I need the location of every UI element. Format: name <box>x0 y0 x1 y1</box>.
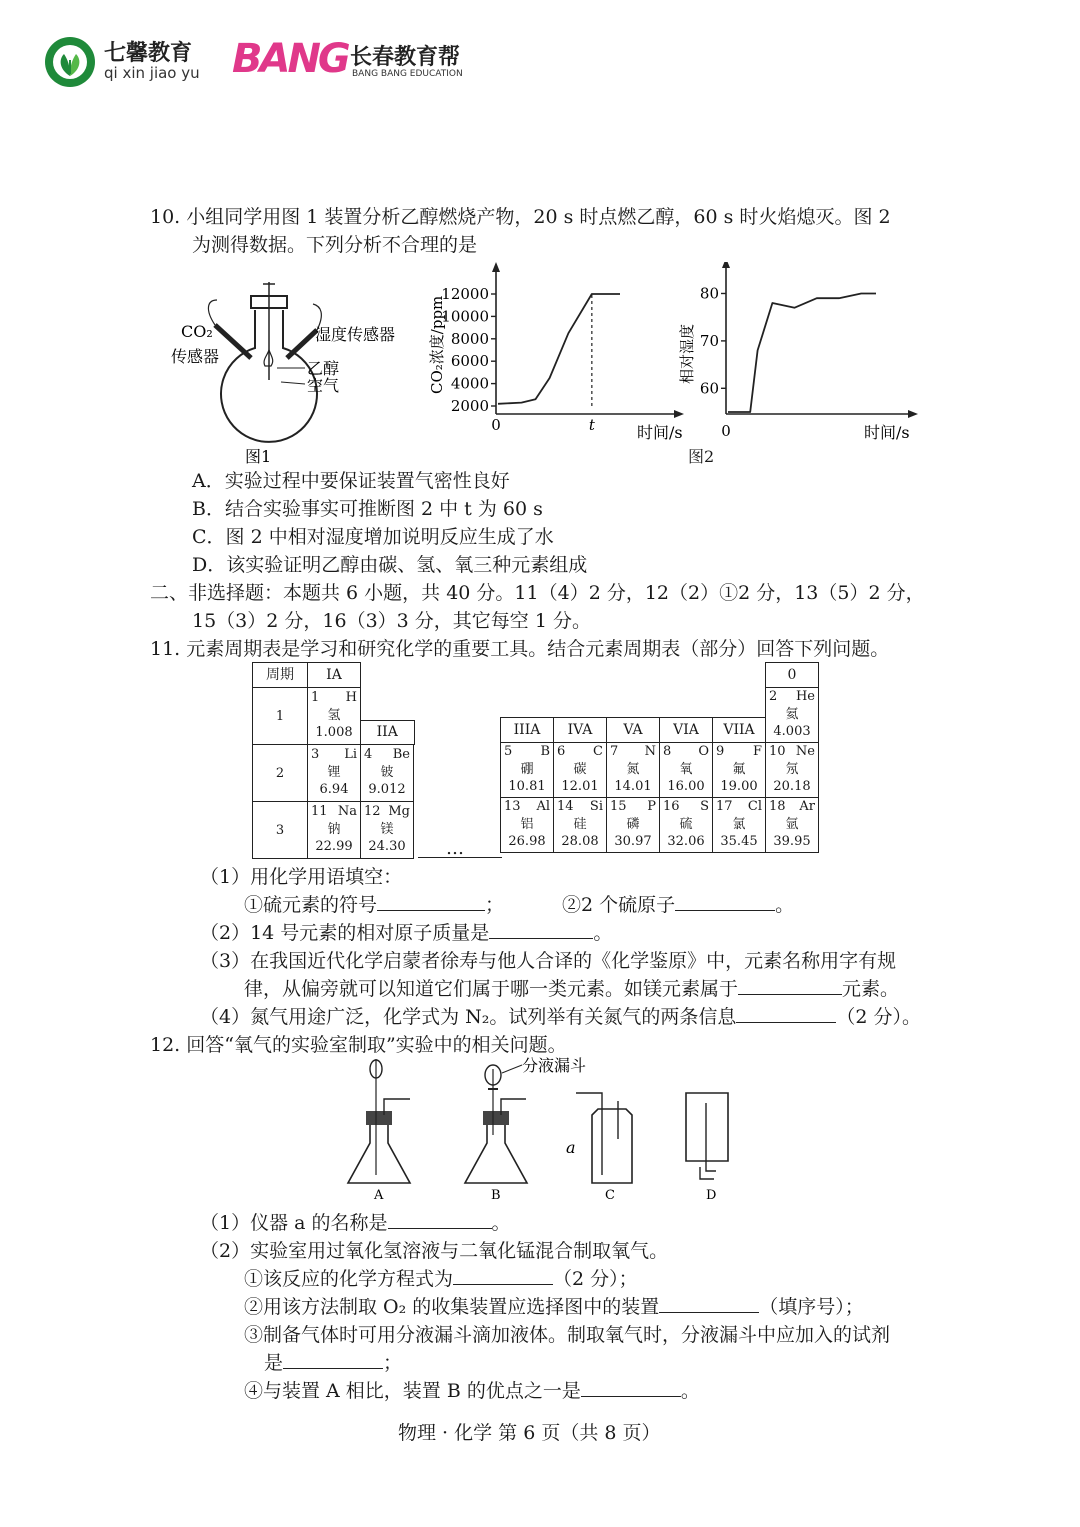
periodic-table-left <box>252 662 414 859</box>
pt-element-be: 4 Be 铍 9.012 <box>364 747 410 797</box>
chart1-xtick-label-0: 0 <box>491 416 501 434</box>
fig1-caption: 图1 <box>245 447 272 466</box>
q12-part2d: ④与装置 A 相比，装置 B 的优点之一是 。 <box>244 1380 700 1402</box>
apparatus-b-label: B <box>491 1188 501 1203</box>
fig1-co2-sensor-label: 传感器 <box>171 347 220 366</box>
chart1-ytick-label-1: 4000 <box>450 374 489 393</box>
fig1-air-label: 空气 <box>307 376 340 395</box>
q12-p2b-answer-blank[interactable] <box>659 1294 759 1313</box>
pt-element-mg: 12 Mg 镁 24.30 <box>364 804 410 854</box>
pt-element-ar: 18 Ar 氩 39.95 <box>769 799 815 849</box>
bang-logo <box>232 38 482 84</box>
q10-option-c: C．图 2 中相对湿度增加说明反应生成了水 <box>192 526 554 548</box>
pt-group-via: VIA <box>660 718 713 743</box>
q11-p3-answer-blank[interactable] <box>738 976 842 995</box>
qixin-logo-pinyin: qi xin jiao yu <box>104 64 200 82</box>
fig1-ethanol-label: 乙醇 <box>307 359 340 378</box>
apparatus-d <box>686 1093 728 1203</box>
chart2-ytick-label-2: 80 <box>699 284 719 303</box>
chart1-series-line <box>498 294 620 404</box>
pt-element-n: 7 N 氮 14.01 <box>610 744 656 794</box>
figure-1-apparatus <box>165 270 425 470</box>
section2-heading-line2: 15（3）2 分，16（3）3 分，其它每空 1 分。 <box>192 610 591 632</box>
q11-part1b: ②2 个硫原子 。 <box>562 894 795 916</box>
apparatus-b <box>465 1056 586 1203</box>
apparatus-a-tube-label: a <box>566 1138 576 1157</box>
bang-logo-mark: BANG <box>232 36 348 82</box>
pt-element-o: 8 O 氧 16.00 <box>663 744 709 794</box>
pt-element-cl: 17 Cl 氯 35.45 <box>716 799 762 849</box>
pt-ellipsis: … <box>446 838 464 859</box>
qixin-logo-icon <box>44 36 96 88</box>
pt-group-iiia: IIIA <box>501 718 554 743</box>
q12-p2a-answer-blank[interactable] <box>453 1266 553 1285</box>
apparatus-a-label: A <box>374 1188 384 1203</box>
pt-element-na: 11 Na 钠 22.99 <box>311 804 357 854</box>
qixin-logo-cn: 七馨教育 <box>104 41 193 66</box>
humidity-chart <box>672 262 922 452</box>
q12-p1-answer-blank[interactable] <box>388 1210 492 1229</box>
pt-baseline-left <box>418 857 502 858</box>
chart2-ytick-label-1: 70 <box>699 331 719 350</box>
pt-group-va: VA <box>607 718 660 743</box>
chart1-ytick-label-0: 2000 <box>450 397 489 415</box>
chart2-y-arrow <box>722 262 730 268</box>
chart1-ytick-label-4: 10000 <box>441 307 489 326</box>
q11-p4-answer-blank[interactable] <box>736 1004 836 1023</box>
chart1-ytick-label-5: 12000 <box>441 285 489 303</box>
q11-part1a: ①硫元素的符号 ； <box>244 894 505 916</box>
bang-logo-cn: 长春教育帮 <box>350 45 461 70</box>
section2-heading-line1: 二、非选择题：本题共 6 小题，共 40 分。11（4）2 分，12（2）①2 分，13（5）2 分， <box>150 582 925 604</box>
pt-element-f: 9 F 氟 19.00 <box>716 744 762 794</box>
pt-element-he: 2 He 氦 4.003 <box>769 689 815 739</box>
q10-option-a: A．实验过程中要保证装置气密性良好 <box>192 470 510 492</box>
q11-p1a-answer-blank[interactable] <box>377 892 485 911</box>
q11-part4: （4）氮气用途广泛，化学式为 N₂。试列举有关氮气的两条信息 （2 分）。 <box>200 1006 922 1028</box>
pt-element-b: 5 B 硼 10.81 <box>504 744 550 794</box>
pt-group-iia: IIA <box>360 720 416 745</box>
q10-stem-line1: 10. 小组同学用图 1 装置分析乙醇燃烧产物，20 s 时点燃乙醇，60 s 时火焰熄灭。图 2 <box>150 206 891 228</box>
q10-stem-line2: 为测得数据。下列分析不合理的是 <box>192 234 478 256</box>
q10-option-d: D．该实验证明乙醇由碳、氢、氧三种元素组成 <box>192 554 588 576</box>
q12-p2c-answer-blank[interactable] <box>283 1350 383 1369</box>
q11-part1: （1）用化学用语填空： <box>200 866 403 888</box>
co2-concentration-chart <box>420 262 690 452</box>
q11-part3-line1: （3）在我国近代化学启蒙者徐寿与他人合译的《化学鉴原》中，元素名称用字有规 <box>200 950 897 972</box>
pt-element-si: 14 Si 硅 28.08 <box>557 799 603 849</box>
pt-period-header: 周期 <box>253 663 308 688</box>
q11-p2-answer-blank[interactable] <box>489 920 593 939</box>
apparatus-a <box>348 1059 410 1203</box>
chart2-x-arrow <box>908 410 918 418</box>
funnel-label: 分液漏斗 <box>522 1056 587 1075</box>
q11-part3-line2: 律，从偏旁就可以知道它们属于哪一类元素。如镁元素属于 元素。 <box>244 978 900 1000</box>
pt-element-li: 3 Li 锂 6.94 <box>311 747 357 797</box>
q12-part1: （1）仪器 a 的名称是 。 <box>200 1212 511 1234</box>
chart2-ylabel: 相对湿度 <box>678 323 696 384</box>
pt-group-zero: 0 <box>766 663 819 688</box>
q10-option-b: B．结合实验事实可推断图 2 中 t 为 60 s <box>192 498 543 520</box>
pt-element-al: 13 Al 铝 26.98 <box>504 799 550 849</box>
chart2-xtick-label-0: 0 <box>721 422 731 440</box>
pt-element-c: 6 C 碳 12.01 <box>557 744 603 794</box>
chart2-xlabel: 时间/s <box>864 423 910 442</box>
pt-element-p: 15 P 磷 30.97 <box>610 799 656 849</box>
pt-group-iva: IVA <box>554 718 607 743</box>
page-footer: 物理 · 化学 第 6 页（共 8 页） <box>398 1422 661 1444</box>
q11-part2: （2）14 号元素的相对原子质量是 。 <box>200 922 613 944</box>
chart1-xlabel: 时间/s <box>637 423 683 442</box>
pt-group-viia: VIIA <box>713 718 766 743</box>
chart1-y-arrow <box>492 262 500 272</box>
pt-element-h: 1 H 氢 1.008 <box>311 690 357 740</box>
chart1-ytick-label-2: 6000 <box>450 352 489 371</box>
chart1-ylabel: CO₂浓度/ppm <box>428 295 446 394</box>
fig1-humidity-sensor-label: 湿度传感器 <box>315 325 396 344</box>
qixin-logo <box>44 36 214 88</box>
apparatus-d-label: D <box>706 1188 717 1203</box>
pt-period-1: 1 <box>253 688 308 745</box>
periodic-table-right <box>500 662 819 853</box>
fig1-co2-label: CO₂ <box>181 322 213 341</box>
q12-part2c-line1: ③制备气体时可用分液漏斗滴加液体。制取氧气时，分液漏斗中应加入的试剂 <box>244 1324 891 1346</box>
chart2-ytick-label-0: 60 <box>699 379 719 398</box>
pt-period-3: 3 <box>253 802 308 859</box>
q12-part2a: ①该反应的化学方程式为 （2 分）； <box>244 1268 638 1290</box>
pt-period-2: 2 <box>253 745 308 802</box>
pt-group-ia: IA <box>308 663 361 688</box>
q12-part2c-line2: 是 ； <box>264 1352 403 1374</box>
lab-apparatus-figure <box>330 1055 770 1205</box>
pt-element-s: 16 S 硫 32.06 <box>663 799 709 849</box>
apparatus-c-label: C <box>605 1188 615 1203</box>
apparatus-c <box>566 1093 632 1203</box>
fig2-caption: 图2 <box>688 447 715 466</box>
bang-logo-en: BANG BANG EDUCATION <box>352 69 463 79</box>
q12-stem: 12. 回答“氧气的实验室制取”实验中的相关问题。 <box>150 1034 567 1056</box>
chart2-series-line <box>728 294 876 413</box>
q11-p1b-answer-blank[interactable] <box>675 892 775 911</box>
q12-part2b: ②用该方法制取 O₂ 的收集装置应选择图中的装置 （填序号）； <box>244 1296 864 1318</box>
chart1-xtick-label-1: t <box>588 416 595 434</box>
q12-p2d-answer-blank[interactable] <box>581 1378 681 1397</box>
chart1-ytick-label-3: 8000 <box>450 329 489 348</box>
q12-part2: （2）实验室用过氧化氢溶液与二氧化锰混合制取氧气。 <box>200 1240 669 1262</box>
q11-stem: 11. 元素周期表是学习和研究化学的重要工具。结合元素周期表（部分）回答下列问题。 <box>150 638 890 660</box>
pt-element-ne: 10 Ne 氖 20.18 <box>769 744 815 794</box>
